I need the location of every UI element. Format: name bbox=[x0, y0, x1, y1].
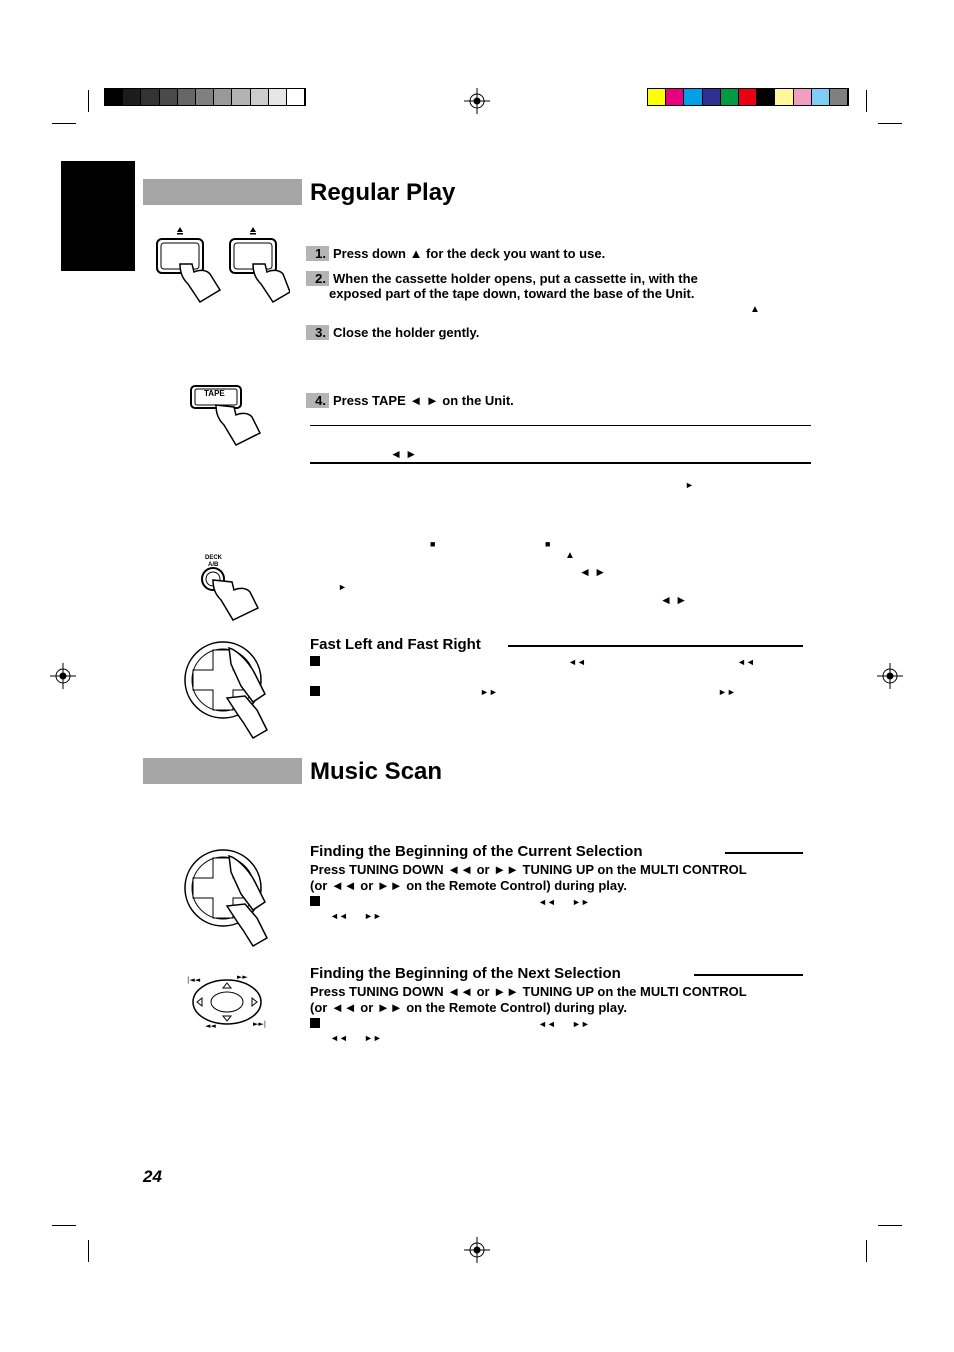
crop-mark bbox=[52, 1225, 76, 1226]
color-bar bbox=[647, 88, 849, 106]
language-tab bbox=[61, 161, 135, 271]
color-swatch bbox=[757, 89, 775, 105]
crop-mark bbox=[88, 90, 89, 112]
color-swatch bbox=[739, 89, 757, 105]
gray-swatch bbox=[105, 89, 123, 105]
color-swatch bbox=[812, 89, 830, 105]
color-swatch bbox=[684, 89, 702, 105]
gray-swatch bbox=[178, 89, 196, 105]
gray-swatch bbox=[251, 89, 269, 105]
bullet-square bbox=[310, 686, 320, 696]
fast-forward-icon: ►► bbox=[572, 1019, 590, 1029]
crop-mark bbox=[88, 1240, 89, 1262]
fast-forward-icon: ►► bbox=[364, 911, 382, 921]
current-selection-line1: Press TUNING DOWN ◄◄ or ►► TUNING UP on the MULTI CONTROL bbox=[310, 862, 747, 877]
color-swatch bbox=[830, 89, 848, 105]
step-number: 1. bbox=[306, 246, 329, 261]
step-number: 2. bbox=[306, 271, 329, 286]
play-pair-icon: ◄ ► bbox=[660, 593, 688, 607]
step-2 bbox=[306, 271, 698, 286]
svg-text:►►: ►► bbox=[237, 973, 248, 981]
rewind-icon: ◄◄ bbox=[330, 1033, 348, 1043]
fast-wind-heading-text: Fast Left and Fast Right bbox=[310, 636, 481, 653]
step-4 bbox=[306, 393, 514, 408]
fast-wind-heading bbox=[310, 636, 481, 653]
registration-mark-icon bbox=[464, 88, 490, 114]
fast-forward-icon: ►► bbox=[480, 687, 498, 697]
section-title-music-scan: Music Scan bbox=[310, 758, 443, 785]
heading-rule bbox=[725, 852, 803, 854]
deck-label: DECK bbox=[205, 555, 223, 561]
divider bbox=[310, 462, 811, 464]
rewind-icon: ◄◄ bbox=[737, 657, 755, 667]
next-selection-line1: Press TUNING DOWN ◄◄ or ►► TUNING UP on the MULTI CONTROL bbox=[310, 984, 747, 999]
step-number: 4. bbox=[306, 393, 329, 408]
heading-rule bbox=[508, 645, 803, 647]
step-3 bbox=[306, 325, 479, 340]
tape-button-label: TAPE bbox=[204, 389, 225, 398]
rewind-icon: ◄◄ bbox=[538, 897, 556, 907]
registration-mark-icon bbox=[464, 1237, 490, 1263]
registration-mark-icon bbox=[50, 663, 76, 689]
gray-swatch bbox=[269, 89, 287, 105]
page-number: 24 bbox=[143, 1167, 162, 1186]
play-pair-icon: ◄ ► bbox=[579, 565, 607, 579]
step-text: Press TAPE ◄ ► on the Unit. bbox=[333, 393, 514, 408]
svg-text:|◄◄: |◄◄ bbox=[187, 976, 201, 984]
deck-button-illustration bbox=[196, 566, 266, 628]
grayscale-bar bbox=[104, 88, 306, 106]
eject-icon: ▲ bbox=[750, 304, 760, 315]
color-swatch bbox=[721, 89, 739, 105]
step-1 bbox=[306, 246, 605, 261]
color-swatch bbox=[775, 89, 793, 105]
color-swatch bbox=[666, 89, 684, 105]
deck-sub-label: A/B bbox=[208, 562, 219, 568]
multi-control-illustration bbox=[183, 842, 273, 950]
gray-swatch bbox=[232, 89, 250, 105]
rewind-icon: ◄◄ bbox=[568, 657, 586, 667]
step-text: Close the holder gently. bbox=[333, 325, 480, 340]
crop-mark bbox=[878, 123, 902, 124]
crop-mark bbox=[52, 123, 76, 124]
tape-button-illustration bbox=[188, 383, 268, 453]
current-selection-heading: Finding the Beginning of the Current Selection bbox=[310, 843, 643, 860]
fast-forward-icon: ►► bbox=[364, 1033, 382, 1043]
section-title-regular-play: Regular Play bbox=[310, 179, 456, 206]
registration-mark-icon bbox=[877, 663, 903, 689]
divider bbox=[310, 425, 811, 426]
bullet-square bbox=[310, 896, 320, 906]
rewind-icon: ◄◄ bbox=[538, 1019, 556, 1029]
svg-text:◄◄: ◄◄ bbox=[205, 1022, 216, 1030]
eject-icon: ▲ bbox=[565, 550, 575, 561]
crop-mark bbox=[878, 1225, 902, 1226]
play-icon: ► bbox=[338, 582, 347, 592]
current-selection-line2: (or ◄◄ or ►► on the Remote Control) during play. bbox=[310, 878, 627, 893]
fast-forward-icon: ►► bbox=[718, 687, 736, 697]
color-swatch bbox=[648, 89, 666, 105]
section-bar bbox=[143, 179, 302, 205]
bullet-square bbox=[310, 656, 320, 666]
gray-swatch bbox=[196, 89, 214, 105]
gray-swatch bbox=[160, 89, 178, 105]
gray-swatch bbox=[123, 89, 141, 105]
step-text: When the cassette holder opens, put a cassette in, with the bbox=[333, 271, 698, 286]
eject-buttons-illustration bbox=[150, 224, 290, 308]
svg-text:►►|: ►►| bbox=[253, 1020, 267, 1028]
multi-control-illustration bbox=[183, 634, 273, 742]
stop-icon: ■ bbox=[430, 539, 436, 549]
gray-swatch bbox=[287, 89, 305, 105]
next-selection-line2: (or ◄◄ or ►► on the Remote Control) during play. bbox=[310, 1000, 627, 1015]
gray-swatch bbox=[214, 89, 232, 105]
crop-mark bbox=[866, 90, 867, 112]
step-2-continued: exposed part of the tape down, toward the base of the Unit. bbox=[329, 286, 695, 301]
gray-swatch bbox=[141, 89, 159, 105]
play-icon: ► bbox=[685, 480, 694, 490]
fast-forward-icon: ►► bbox=[572, 897, 590, 907]
stop-icon: ■ bbox=[545, 539, 551, 549]
color-swatch bbox=[794, 89, 812, 105]
crop-mark bbox=[866, 1240, 867, 1262]
step-text: Press down ▲ for the deck you want to use. bbox=[333, 246, 606, 261]
color-swatch bbox=[703, 89, 721, 105]
remote-control-pad-illustration bbox=[183, 970, 273, 1032]
rewind-icon: ◄◄ bbox=[330, 911, 348, 921]
heading-rule bbox=[694, 974, 803, 976]
next-selection-heading: Finding the Beginning of the Next Selection bbox=[310, 965, 621, 982]
step-number: 3. bbox=[306, 325, 329, 340]
bullet-square bbox=[310, 1018, 320, 1028]
section-bar bbox=[143, 758, 302, 784]
play-pair-icon: ◄ ► bbox=[390, 447, 418, 461]
